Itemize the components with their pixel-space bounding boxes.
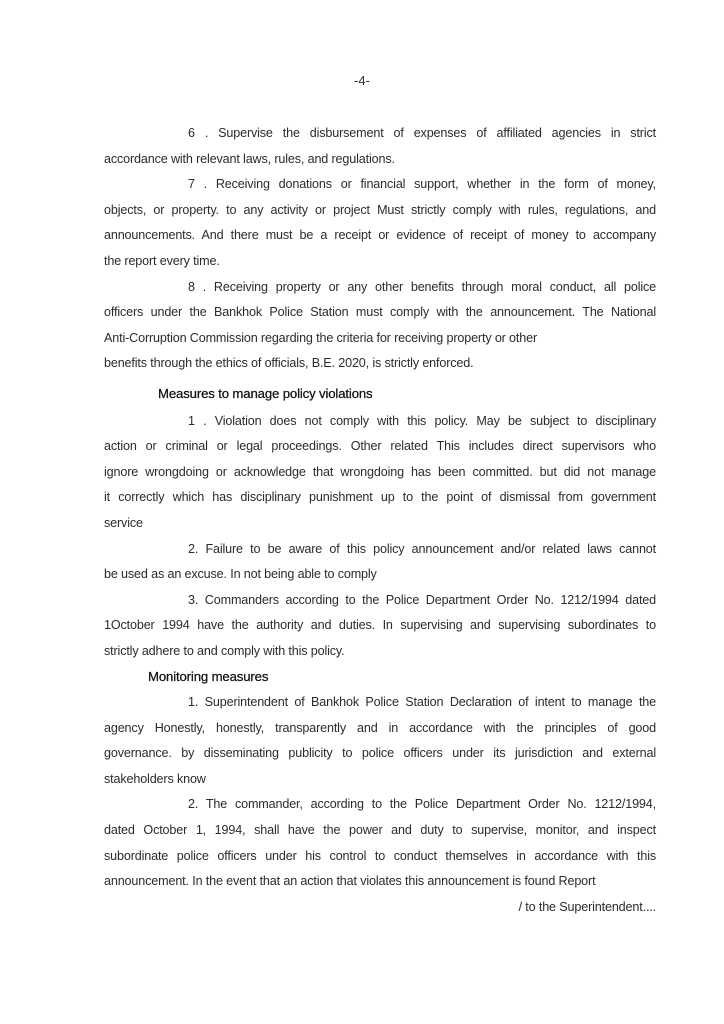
paragraph-line: officers under the Bankhok Police Station must comply with the announcement. The National [104, 305, 656, 320]
monitoring-item-2 [104, 792, 656, 894]
paragraph-line: agency Honestly, honestly, transparently and in accordance with the principles of good [104, 720, 656, 735]
section-heading-monitoring: Monitoring measures [148, 669, 269, 685]
continuation-note: / to the Superintendent.... [518, 899, 656, 914]
paragraph-line: stakeholders know [104, 771, 206, 786]
paragraph-line: 1 . Violation does not comply with this policy. May be subject to disciplinary [188, 413, 656, 428]
paragraph-line: action or criminal or legal proceedings. Other related This includes direct supervisors who [104, 439, 656, 454]
paragraph-line: 2. Failure to be aware of this policy announcement and/or related laws cannot [188, 541, 656, 556]
paragraph-item-7 [104, 172, 656, 274]
paragraph-line: governance. by disseminating publicity to police officers under its jurisdiction and external [104, 746, 656, 761]
paragraph-line: it correctly which has disciplinary punishment up to the point of dismissal from government [104, 490, 656, 505]
paragraph-line: the report every time. [104, 253, 220, 268]
paragraph-line: dated October 1, 1994, shall have the power and duty to supervise, monitor, and inspect [104, 823, 656, 838]
paragraph-line: benefits through the ethics of officials, B.E. 2020, is strictly enforced. [104, 356, 474, 371]
paragraph-line: 2. The commander, according to the Police Department Order No. 1212/1994, [188, 797, 656, 812]
paragraph-line: 8 . Receiving property or any other benefits through moral conduct, all police [188, 279, 656, 294]
monitoring-item-1 [104, 690, 656, 792]
paragraph-line: Anti-Corruption Commission regarding the criteria for receiving property or other [104, 330, 538, 345]
paragraph-line: 6 . Supervise the disbursement of expenses of affiliated agencies in strict [188, 126, 656, 140]
paragraph-line: ignore wrongdoing or acknowledge that wrongdoing has been committed. but did not manage [104, 464, 656, 479]
paragraph-line: service [104, 515, 143, 530]
document-body [104, 121, 656, 920]
paragraph-line: objects, or property. to any activity or project Must strictly comply with rules, regulations, and [104, 202, 656, 217]
violation-item-2 [104, 537, 656, 588]
paragraph-line: accordance with relevant laws, rules, and regulations. [104, 151, 395, 166]
paragraph-line: 1October 1994 have the authority and duties. In supervising and supervising subordinates to [104, 618, 656, 633]
paragraph-item-8 [104, 275, 656, 377]
violation-item-1 [104, 409, 656, 537]
paragraph-line: 1. Superintendent of Bankhok Police Station Declaration of intent to manage the [188, 695, 656, 710]
paragraph-line: announcements. And there must be a receipt or evidence of receipt of money to accompany [104, 228, 656, 243]
paragraph-line: be used as an excuse. In not being able to comply [104, 567, 377, 582]
violation-item-3 [104, 588, 656, 665]
paragraph-line: 3. Commanders according to the Police Department Order No. 1212/1994 dated [188, 592, 656, 607]
paragraph-line: 7 . Receiving donations or financial support, whether in the form of money, [188, 177, 656, 192]
page-number: -4- [354, 73, 370, 88]
section-heading-violations: Measures to manage policy violations [158, 385, 373, 401]
paragraph-line: announcement. In the event that an action that violates this announcement is found Report [104, 874, 596, 889]
paragraph-line: subordinate police officers under his control to conduct themselves in accordance with this [104, 848, 656, 863]
paragraph-line: strictly adhere to and comply with this policy. [104, 643, 345, 658]
paragraph-item-6 [104, 121, 656, 172]
